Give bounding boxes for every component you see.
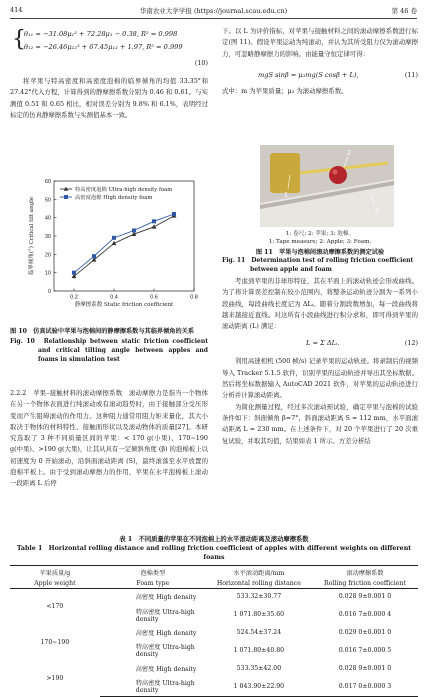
table-header-row-en bbox=[10, 578, 418, 589]
data-point bbox=[172, 212, 176, 216]
section-2-2-2 bbox=[10, 388, 208, 490]
figure-caption-en: Fig. 11 Determination test of rolling friction coefficient between apple and foam bbox=[222, 257, 414, 273]
y-axis-label: 临界倾角(°) Critical tilt angle bbox=[29, 196, 35, 276]
equation-number: (12) bbox=[404, 339, 418, 348]
y-tick-label: 60 bbox=[44, 179, 51, 185]
volume-label: 第 46 卷 bbox=[391, 7, 417, 15]
data-point bbox=[152, 219, 156, 223]
left-column bbox=[10, 26, 208, 121]
header-distance-en: Horizontal rolling distance bbox=[206, 578, 312, 589]
cell-distance: 533.35±42.00 bbox=[236, 664, 282, 672]
series-line bbox=[74, 216, 174, 277]
section-text: 滚动摩擦力是指当一个物体在另一个物体表面进行纯滚动或有滚动趋势时，由于接触部分受压形变而产生阻碍滚动的作用力。这种阻力通常用阻力矩来量化，其大小取决于物体的材料特性、接触面形状以及滚动物体的质量[27]。本研究选取了 3 种不同质量区间的苹果：< 170 g(小果)、170~190 g(中果)、>190 g(大果)，让其从具有一定倾斜角度 (β) 的泡棉板上以初速度为 0 开始滚动，沿斜面滚动距离 (S)，最终滚落至水平放置的泡棉平板上。由于受到滚动摩擦力的作用，苹果在水平泡棉板上滚动一段距离 L 后停 bbox=[10, 389, 208, 488]
apple-rolling-photo bbox=[260, 145, 394, 227]
data-table bbox=[10, 565, 418, 697]
equation-10 bbox=[10, 26, 208, 70]
header-coef-cn: 滚动摩擦系数 bbox=[312, 566, 418, 579]
figure-11-caption bbox=[222, 230, 418, 275]
paragraph: 为简化测量过程，经过多次滚动预试验，确定苹果与泡棉的试验条件如下：斜面倾角 β=7°，斜面滚动距离 S = 112 mm，水平面滚动距离 L = 230 mm。在上述条件下，对 20 个苹果进行了 20 次重复试验，并取其均值，结果如表 1 所示。方差分析结 bbox=[222, 402, 418, 445]
photo-label-1: 1 bbox=[284, 192, 288, 199]
x-axis-label: 静摩擦系数 Static friction coefficient bbox=[74, 302, 174, 308]
table-row bbox=[10, 625, 418, 640]
table-row bbox=[10, 661, 418, 676]
equation-11 bbox=[222, 70, 418, 84]
paragraph: 利用高速相机 (500 帧/s) 记录苹果的运动轨迹。将录制后的视频导入 Tracker 5.1.5 软件，识别苹果的运动轨迹并导出其坐标数据。然后将坐标数据输入 AutoCAD 2021 软件，对苹果的运动轨迹进行分析并计算滚动距离。 bbox=[222, 357, 418, 400]
tape-measure bbox=[270, 153, 300, 193]
legend-marker bbox=[64, 195, 68, 199]
equation-formula: mgS sinβ = μ₃mg(S cosβ + L), bbox=[258, 70, 359, 79]
y-tick-label: 0 bbox=[47, 289, 51, 295]
cell-foam-type: 特高密度 Ultra-high density bbox=[135, 644, 195, 659]
paragraph: 下。以 L 为评价指标，对苹果与接触材料之间的滚动摩擦系数进行标定(图 11)。假设苹果运动为纯滚动，并认为其所受阻力仅为滚动摩擦力，可忽略静摩擦力的影响。由能量守恒定律可得： bbox=[222, 27, 418, 58]
figure-caption-cn: 图 10 仿真试验中苹果与泡棉间的静摩擦系数与其临界倾角的关系 bbox=[10, 328, 195, 335]
cell-distance: 1 071.80±35.60 bbox=[233, 611, 285, 619]
cell-foam-type: 高密度 High density bbox=[135, 629, 197, 637]
brace: { bbox=[12, 27, 26, 52]
table-row bbox=[10, 589, 418, 605]
x-tick-label: 0.6 bbox=[150, 294, 158, 301]
header-rule bbox=[10, 18, 417, 19]
figure-10-caption bbox=[10, 327, 208, 364]
cell-foam-type: 高密度 High density bbox=[135, 594, 197, 602]
header-weight-cn: 苹果质量/g bbox=[10, 566, 100, 579]
cell-coefficient: 0.028 9±0.001 0 bbox=[338, 664, 392, 672]
table-caption-cn: 表 1 不同质量的苹果在不同泡棉上的水平滚动距离及滚动摩擦系数 bbox=[119, 536, 309, 543]
photo-legend-cn: 1: 卷尺; 2: 苹果; 3: 泡棉。 bbox=[285, 231, 355, 237]
header-foam-en: Foam type bbox=[100, 578, 206, 589]
equation-formula: L = Σ ΔLᵢ. bbox=[306, 339, 340, 348]
figure-caption-cn: 图 11 苹果与泡棉间滚动摩擦系数的测定试验 bbox=[255, 249, 385, 256]
x-tick-label: 0.8 bbox=[190, 294, 198, 301]
section-heading: 2.2.2 苹果–接触材料的滚动摩擦系数 bbox=[10, 389, 129, 397]
photo-legend-en: 1: Tape measure; 2: Apple; 3: Foam. bbox=[268, 239, 372, 245]
x-tick-label: 0.4 bbox=[110, 294, 118, 301]
cell-weight: 170~190 bbox=[40, 639, 70, 647]
y-tick-label: 20 bbox=[44, 252, 51, 259]
legend-label: 特高密度泡棉 Ultra-high density foam bbox=[75, 187, 173, 193]
header-foam-cn: 泡棉类型 bbox=[100, 566, 206, 579]
data-point bbox=[152, 224, 157, 228]
legend-label: 高密度泡棉 High density foam bbox=[75, 195, 153, 201]
journal-title: 华南农业大学学报 (https://journal.scau.edu.cn) bbox=[139, 7, 288, 15]
cell-distance: 1 043.90±22.90 bbox=[206, 676, 312, 697]
y-tick-label: 40 bbox=[44, 215, 51, 222]
cell-weight: >190 bbox=[46, 675, 64, 683]
equation-number: (11) bbox=[404, 70, 418, 79]
cell-foam-type: 高密度 High density bbox=[135, 665, 197, 673]
photo-label-3: 3 bbox=[375, 208, 379, 215]
cell-coefficient: 0.029 0±0.001 0 bbox=[338, 628, 392, 636]
y-tick-label: 10 bbox=[44, 270, 51, 277]
figure-caption-en: Fig. 10 Relationship between static friction coefficient and critical tilting angle between apples and foams in simulation test bbox=[10, 338, 208, 363]
x-tick-label: 0.2 bbox=[70, 294, 78, 301]
cell-foam-type: 特高密度 Ultra-high density bbox=[100, 676, 206, 697]
data-point bbox=[132, 229, 136, 233]
y-tick-label: 30 bbox=[44, 234, 51, 240]
right-column-lower bbox=[222, 276, 418, 447]
cell-distance: 524.54±37.24 bbox=[236, 628, 282, 636]
running-header bbox=[10, 6, 417, 18]
paragraph: 将苹果与特高密度和高密度泡棉的临界倾角的均值 33.35°和 27.42°代入方程，计算得到的静摩擦系数分别为 0.46 和 0.61。与实测值 0.51 和 0.65 相比，相对误差分别为 9.8% 和 6.1%，表明经过标定的仿真静摩擦系数与实测值基本一致。 bbox=[10, 77, 208, 119]
paragraph: 考虑到苹果的非球形特征，其在平面上的滚动轨迹会形成曲线。为了将计算误差控制在较小范围内，将整条运动轨迹分割为一系列小段曲线，每段曲线长度记为 ΔLᵢ。随着分割段数增加，每一段曲线将越来越接近直线。对这所有小段曲线进行积分求和，即可得到苹果的滚动距离 (L) 满足： bbox=[222, 277, 418, 331]
cell-distance: 533.32±30.77 bbox=[236, 593, 282, 601]
photo-illustration bbox=[260, 145, 394, 227]
table-header-row-cn bbox=[10, 566, 418, 579]
data-point bbox=[112, 236, 116, 240]
equation-number: (10) bbox=[194, 59, 208, 67]
data-point bbox=[72, 271, 76, 275]
right-column bbox=[222, 26, 418, 97]
apple bbox=[329, 166, 347, 184]
header-coef-en: Rolling friction coefficient bbox=[312, 578, 418, 589]
data-point bbox=[92, 254, 96, 258]
cell-foam-type: 特高密度 Ultra-high density bbox=[135, 608, 195, 623]
cell-coefficient: 0.016 7±0.000 5 bbox=[338, 646, 392, 654]
header-weight-en: Apple weight bbox=[10, 578, 100, 589]
y-tick-label: 50 bbox=[44, 197, 51, 204]
equation-12 bbox=[222, 338, 418, 352]
paragraph: 式中：m 为苹果质量；μ₃ 为滚动摩擦系数。 bbox=[222, 86, 348, 95]
photo-label-2: 2 bbox=[347, 150, 351, 157]
cell-weight: <170 bbox=[46, 603, 64, 611]
page-number: 414 bbox=[10, 6, 23, 14]
header-distance-cn: 水平滚动距离/mm bbox=[206, 566, 312, 579]
cell-distance: 1 071.80±40.80 bbox=[233, 646, 285, 654]
table-1 bbox=[10, 535, 418, 697]
line-chart bbox=[24, 173, 200, 323]
cell-coefficient: 0.017 0±0.000 3 bbox=[312, 676, 418, 697]
cell-coefficient: 0.016 7±0.000 4 bbox=[338, 611, 392, 619]
figure-10-chart bbox=[24, 173, 200, 323]
equation-line-1: θ₁₁ = −31.08μ₁² + 72.28μ₁ − 0.38, R² = 0.998 bbox=[24, 30, 178, 38]
equation-line-2: θ₁₂ = −26.46μ₁₂² + 67.45μ₁₂ + 1.97, R² = 0.999 bbox=[24, 43, 183, 51]
table-caption-en: Table 1 Horizontal rolling distance and rolling friction coefficient of apples with different weights on different foams bbox=[16, 545, 412, 561]
cell-coefficient: 0.028 9±0.001 0 bbox=[338, 593, 392, 601]
